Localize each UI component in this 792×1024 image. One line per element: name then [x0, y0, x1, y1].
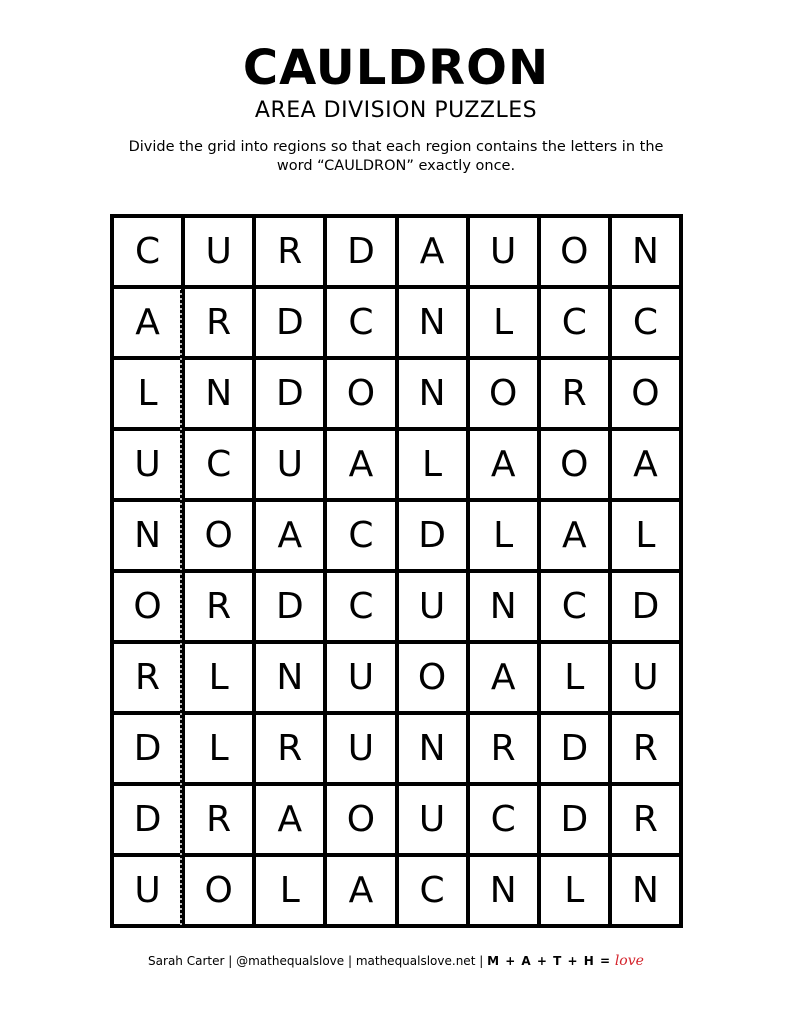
grid-cell[interactable]: R: [470, 715, 537, 782]
grid-cell[interactable]: D: [541, 715, 608, 782]
footer-separator: |: [224, 954, 237, 968]
grid-cell[interactable]: A: [256, 786, 323, 853]
grid-cell[interactable]: L: [114, 360, 181, 427]
grid-cell[interactable]: C: [470, 786, 537, 853]
footer: [0, 953, 792, 969]
grid-cell[interactable]: U: [114, 857, 181, 924]
grid-cell[interactable]: C: [541, 289, 608, 356]
grid-cell[interactable]: O: [399, 644, 466, 711]
footer-author: Sarah Carter: [148, 954, 225, 968]
grid-cell[interactable]: R: [612, 715, 679, 782]
grid-cell[interactable]: A: [612, 431, 679, 498]
grid-cell[interactable]: D: [114, 715, 181, 782]
footer-separator: |: [344, 954, 356, 968]
footer-separator: |: [475, 954, 488, 968]
footer-brand: M + A + T + H =: [487, 954, 611, 968]
grid-cell[interactable]: A: [470, 644, 537, 711]
grid-cell[interactable]: U: [399, 573, 466, 640]
grid-cell[interactable]: U: [185, 218, 252, 285]
grid-cell[interactable]: O: [327, 786, 394, 853]
grid-cell[interactable]: N: [612, 218, 679, 285]
grid-cell[interactable]: U: [470, 218, 537, 285]
grid-cell[interactable]: U: [114, 431, 181, 498]
grid-cell[interactable]: D: [541, 786, 608, 853]
grid-cell[interactable]: R: [185, 573, 252, 640]
grid-cell[interactable]: D: [256, 360, 323, 427]
grid-cell[interactable]: C: [114, 218, 181, 285]
grid-cell[interactable]: C: [327, 573, 394, 640]
grid-cell[interactable]: C: [185, 431, 252, 498]
grid-cell[interactable]: A: [327, 857, 394, 924]
grid-cell[interactable]: R: [185, 289, 252, 356]
grid-cell[interactable]: D: [114, 786, 181, 853]
grid-cell[interactable]: O: [185, 502, 252, 569]
grid-cell[interactable]: O: [470, 360, 537, 427]
grid-cell[interactable]: L: [185, 715, 252, 782]
page-title: CAULDRON: [242, 40, 550, 96]
grid-cell[interactable]: N: [185, 360, 252, 427]
grid-cell[interactable]: O: [185, 857, 252, 924]
grid-cell[interactable]: O: [541, 431, 608, 498]
grid-cell[interactable]: N: [612, 857, 679, 924]
footer-site: mathequalslove.net: [355, 954, 476, 968]
grid-cell[interactable]: A: [114, 289, 181, 356]
footer-handle: @mathequalslove: [236, 954, 345, 968]
grid-cell[interactable]: D: [399, 502, 466, 569]
grid-cell[interactable]: L: [256, 857, 323, 924]
grid-cell[interactable]: L: [470, 289, 537, 356]
grid-cell[interactable]: C: [327, 502, 394, 569]
grid-cell[interactable]: L: [399, 431, 466, 498]
grid-cell[interactable]: R: [185, 786, 252, 853]
grid-cell[interactable]: U: [327, 644, 394, 711]
grid-cell[interactable]: R: [114, 644, 181, 711]
page-subtitle: AREA DIVISION PUZZLES: [254, 98, 538, 123]
grid-cell[interactable]: R: [256, 715, 323, 782]
region-divider-line: [180, 290, 182, 926]
grid-cell[interactable]: O: [612, 360, 679, 427]
grid-cell[interactable]: D: [327, 218, 394, 285]
grid-cell[interactable]: C: [399, 857, 466, 924]
grid-cell[interactable]: R: [256, 218, 323, 285]
grid-cell[interactable]: L: [541, 644, 608, 711]
grid-cell[interactable]: R: [612, 786, 679, 853]
grid-cell[interactable]: O: [327, 360, 394, 427]
grid-cell[interactable]: N: [399, 289, 466, 356]
grid-cell[interactable]: A: [256, 502, 323, 569]
grid-cell[interactable]: D: [256, 573, 323, 640]
grid-cell[interactable]: C: [541, 573, 608, 640]
grid-cell[interactable]: U: [327, 715, 394, 782]
grid-cell[interactable]: D: [256, 289, 323, 356]
grid-cell[interactable]: D: [612, 573, 679, 640]
grid-cell[interactable]: N: [399, 360, 466, 427]
grid-cell[interactable]: C: [327, 289, 394, 356]
grid-cell[interactable]: U: [256, 431, 323, 498]
grid-cell[interactable]: A: [541, 502, 608, 569]
grid-cell[interactable]: N: [399, 715, 466, 782]
grid-cell[interactable]: O: [541, 218, 608, 285]
instructions-text: Divide the grid into regions so that each region contains the letters in the word “CAULDRON” exactly once.: [128, 139, 664, 174]
grid-cell[interactable]: L: [470, 502, 537, 569]
grid-cell[interactable]: N: [114, 502, 181, 569]
grid-cell[interactable]: N: [470, 573, 537, 640]
grid-cell[interactable]: A: [327, 431, 394, 498]
grid-cell[interactable]: U: [399, 786, 466, 853]
grid-cell[interactable]: N: [470, 857, 537, 924]
footer-love-logo: love: [614, 953, 644, 969]
grid-cell[interactable]: A: [470, 431, 537, 498]
puzzle-grid: [110, 214, 683, 928]
grid-cell[interactable]: R: [541, 360, 608, 427]
grid-cell[interactable]: C: [612, 289, 679, 356]
grid-cell[interactable]: L: [185, 644, 252, 711]
grid-cell[interactable]: O: [114, 573, 181, 640]
grid-cell[interactable]: A: [399, 218, 466, 285]
grid-cell[interactable]: L: [541, 857, 608, 924]
grid-cell[interactable]: U: [612, 644, 679, 711]
grid-cell[interactable]: N: [256, 644, 323, 711]
grid-cell[interactable]: L: [612, 502, 679, 569]
